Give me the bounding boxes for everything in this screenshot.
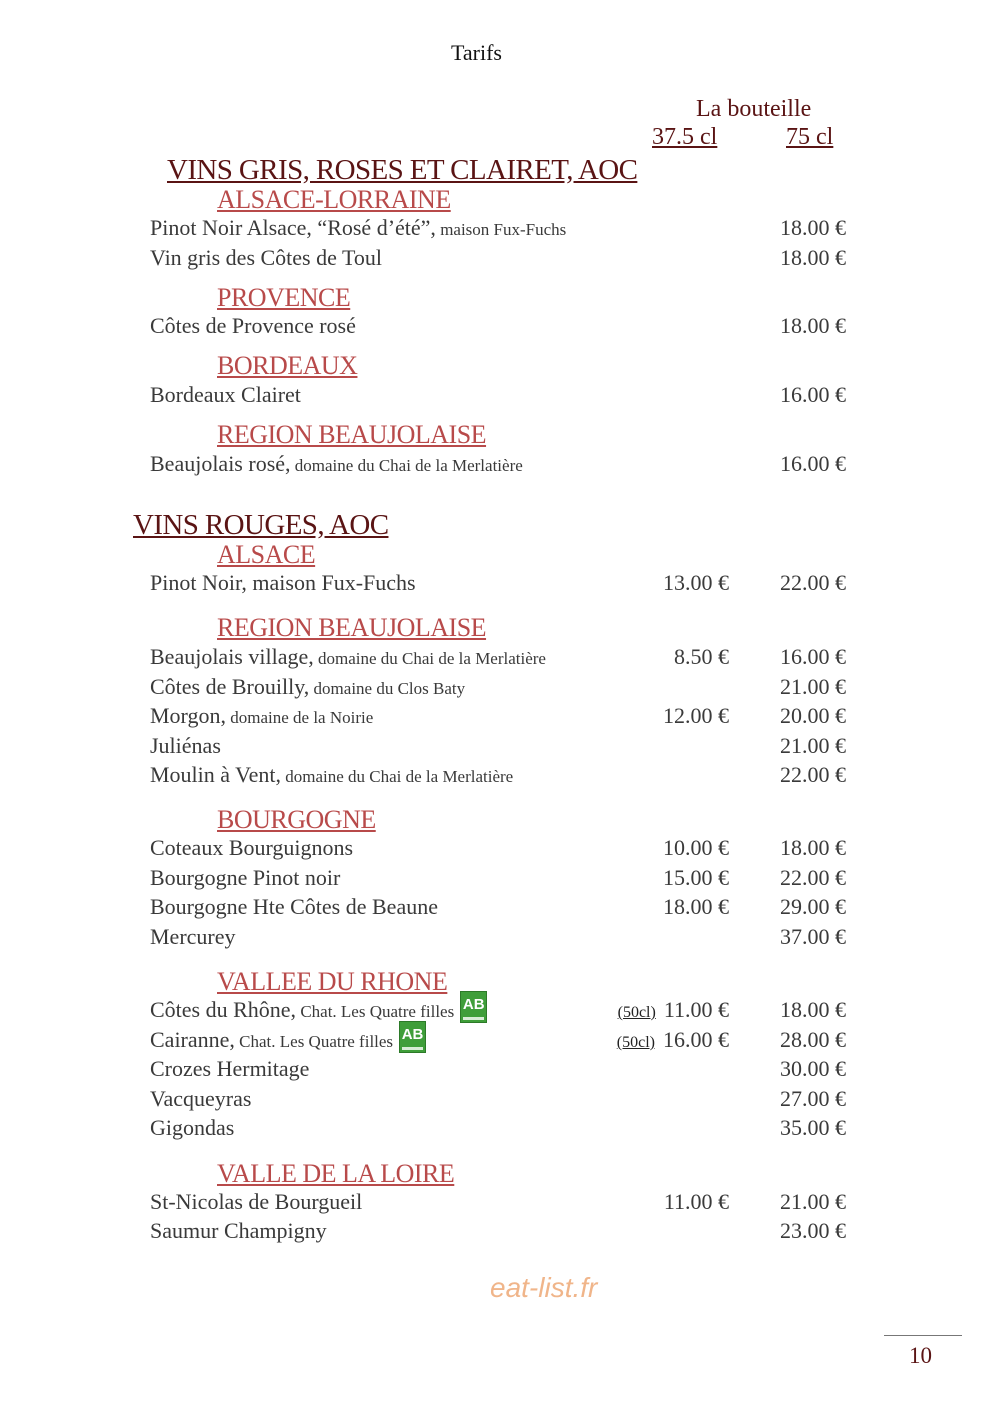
wine-label: Beaujolais rosé, xyxy=(150,451,291,476)
price-37-5cl xyxy=(663,570,729,596)
price-75cl: 27.00 € xyxy=(780,1086,846,1111)
wine-name xyxy=(150,382,301,408)
wine-name xyxy=(150,1027,426,1059)
wine-name xyxy=(150,894,438,920)
wine-name xyxy=(150,1056,309,1082)
watermark: eat-list.fr xyxy=(490,1272,598,1303)
wine-item xyxy=(150,1027,850,1057)
wine-name xyxy=(150,451,523,477)
subsection-title-bourgogne: BOURGOGNE xyxy=(217,805,376,834)
subsection-title-valle-de-la-loire: VALLE DE LA LOIRE xyxy=(217,1159,455,1188)
wine-name xyxy=(150,1115,234,1141)
wine-producer: Chat. Les Quatre filles xyxy=(296,1002,455,1021)
wine-label: Gigondas xyxy=(150,1115,235,1140)
subsection-title-bordeaux: BORDEAUX xyxy=(217,351,358,380)
wine-label: Vin gris des Côtes de Toul xyxy=(150,245,382,270)
price-75cl: 22.00 € xyxy=(780,570,846,595)
organic-ab-icon: AB xyxy=(399,1021,426,1053)
wine-item xyxy=(150,1086,850,1116)
wine-item xyxy=(150,733,850,763)
price-37-5cl xyxy=(617,1027,729,1053)
wine-name xyxy=(150,703,373,729)
wine-name xyxy=(150,835,353,861)
price-75cl: 37.00 € xyxy=(780,924,846,949)
organic-ab-icon: AB xyxy=(460,991,487,1023)
price-37-5cl xyxy=(663,865,729,891)
wine-item xyxy=(150,703,850,733)
volume-note: (50cl) xyxy=(616,1034,655,1051)
price-75cl: 23.00 € xyxy=(780,1218,846,1243)
wine-producer: domaine du Chai de la Merlatière xyxy=(280,767,514,786)
price-37-5cl xyxy=(663,835,729,861)
subsection-title-alsace-lorraine: ALSACE-LORRAINE xyxy=(217,185,451,214)
wine-item xyxy=(150,451,850,481)
wine-item xyxy=(150,894,850,924)
subsection-title-alsace: ALSACE xyxy=(217,540,316,569)
wine-label: Moulin à Vent, xyxy=(150,762,281,787)
price-value: 10.00 € xyxy=(663,835,729,860)
wine-producer: domaine du Chai de la Merlatière xyxy=(313,649,546,668)
price-75cl: 18.00 € xyxy=(780,245,846,270)
price-37-5cl xyxy=(664,1189,729,1215)
price-value: 12.00 € xyxy=(663,703,729,728)
price-value: 11.00 € xyxy=(663,1189,729,1214)
price-75cl: 18.00 € xyxy=(780,215,846,240)
wine-label: St-Nicolas de Bourgueil xyxy=(150,1189,363,1214)
price-75cl: 35.00 € xyxy=(780,1115,846,1140)
wine-label: Juliénas xyxy=(150,733,221,758)
price-75cl: 21.00 € xyxy=(780,1189,846,1214)
wine-label: Cairanne, xyxy=(150,1027,235,1052)
column-size-37-5cl: 37.5 cl xyxy=(652,124,718,150)
wine-item xyxy=(150,1056,850,1086)
wine-label: Bourgogne Hte Côtes de Beaune xyxy=(150,894,438,919)
wine-name xyxy=(150,1189,362,1215)
price-37-5cl xyxy=(663,703,729,729)
column-header-bottle: La bouteille xyxy=(696,96,812,122)
price-75cl: 22.00 € xyxy=(780,865,846,890)
column-size-75cl: 75 cl xyxy=(786,124,834,150)
wine-item xyxy=(150,382,850,412)
wine-name xyxy=(150,674,465,700)
price-75cl: 18.00 € xyxy=(780,313,846,338)
wine-item xyxy=(150,644,850,674)
wine-name xyxy=(150,644,546,670)
wine-name xyxy=(150,762,513,788)
price-75cl: 21.00 € xyxy=(780,674,846,699)
price-75cl: 30.00 € xyxy=(780,1056,846,1081)
price-value: 15.00 € xyxy=(663,865,729,890)
wine-label: Côtes du Rhône, xyxy=(150,997,297,1022)
wine-label: Morgon, xyxy=(150,703,226,728)
wine-name xyxy=(150,245,382,271)
price-value: 11.00 € xyxy=(663,997,729,1022)
wine-name xyxy=(150,1218,327,1244)
wine-name xyxy=(150,997,487,1029)
price-75cl: 21.00 € xyxy=(780,733,846,758)
wine-label: Côtes de Provence rosé xyxy=(150,313,356,338)
wine-item xyxy=(150,997,850,1027)
wine-item xyxy=(150,835,850,865)
subsection-title-region-beaujolaise: REGION BEAUJOLAISE xyxy=(217,420,487,449)
wine-item xyxy=(150,924,850,954)
wine-item xyxy=(150,1218,850,1248)
wine-name xyxy=(150,733,221,759)
wine-name xyxy=(150,924,236,950)
wine-item xyxy=(150,865,850,895)
subsection-title-region-beaujolaise: REGION BEAUJOLAISE xyxy=(217,613,487,642)
price-37-5cl xyxy=(618,997,729,1023)
wine-item xyxy=(150,1115,850,1145)
wine-item xyxy=(150,570,850,600)
wine-item xyxy=(150,215,850,245)
wine-label: Côtes de Brouilly, xyxy=(150,674,310,699)
section-title-vins-rouges-aoc: VINS ROUGES, AOC xyxy=(133,509,389,541)
wine-item xyxy=(150,674,850,704)
wine-name xyxy=(150,313,356,339)
price-75cl: 16.00 € xyxy=(780,451,846,476)
wine-item xyxy=(150,245,850,275)
price-75cl: 29.00 € xyxy=(780,894,846,919)
wine-item xyxy=(150,1189,850,1219)
price-37-5cl xyxy=(663,894,729,920)
price-75cl: 18.00 € xyxy=(780,997,846,1022)
subsection-title-provence: PROVENCE xyxy=(217,283,351,312)
price-75cl: 16.00 € xyxy=(780,382,846,407)
wine-label: Pinot Noir Alsace, “Rosé d’été”, xyxy=(150,215,436,240)
wine-producer: maison Fux-Fuchs xyxy=(435,220,567,239)
wine-producer: Chat. Les Quatre filles xyxy=(234,1032,394,1051)
wine-name xyxy=(150,1086,251,1112)
wine-producer: domaine du Chai de la Merlatière xyxy=(290,456,523,475)
price-37-5cl xyxy=(674,644,729,670)
wine-producer: domaine du Clos Baty xyxy=(309,679,466,698)
price-75cl: 20.00 € xyxy=(780,703,846,728)
wine-label: Vacqueyras xyxy=(150,1086,252,1111)
price-75cl: 16.00 € xyxy=(780,644,846,669)
price-value: 18.00 € xyxy=(663,894,729,919)
wine-producer: domaine de la Noirie xyxy=(226,708,374,727)
wine-label: Crozes Hermitage xyxy=(150,1056,310,1081)
wine-label: Beaujolais village, xyxy=(150,644,314,669)
section-title-vins-gris-roses-et-clairet-aoc: VINS GRIS, ROSES ET CLAIRET, AOC xyxy=(167,154,638,186)
wine-item xyxy=(150,313,850,343)
wine-label: Coteaux Bourguignons xyxy=(150,835,354,860)
price-value: 16.00 € xyxy=(663,1027,729,1052)
wine-name xyxy=(150,570,416,596)
wine-label: Pinot Noir, maison Fux-Fuchs xyxy=(150,570,416,595)
footer-line xyxy=(884,1335,962,1336)
page-number: 10 xyxy=(909,1343,932,1368)
page-header: Tarifs xyxy=(451,40,502,65)
wine-label: Saumur Champigny xyxy=(150,1218,327,1243)
wine-item xyxy=(150,762,850,792)
wine-label: Bordeaux Clairet xyxy=(150,382,301,407)
price-75cl: 28.00 € xyxy=(780,1027,846,1052)
volume-note: (50cl) xyxy=(617,1004,656,1021)
wine-label: Mercurey xyxy=(150,924,236,949)
wine-label: Bourgogne Pinot noir xyxy=(150,865,341,890)
subsection-title-vallee-du-rhone: VALLEE DU RHONE xyxy=(217,967,448,996)
price-75cl: 22.00 € xyxy=(780,762,846,787)
price-75cl: 18.00 € xyxy=(780,835,846,860)
price-value: 8.50 € xyxy=(674,644,729,669)
wine-name xyxy=(150,215,566,241)
price-value: 13.00 € xyxy=(663,570,729,595)
wine-name xyxy=(150,865,340,891)
